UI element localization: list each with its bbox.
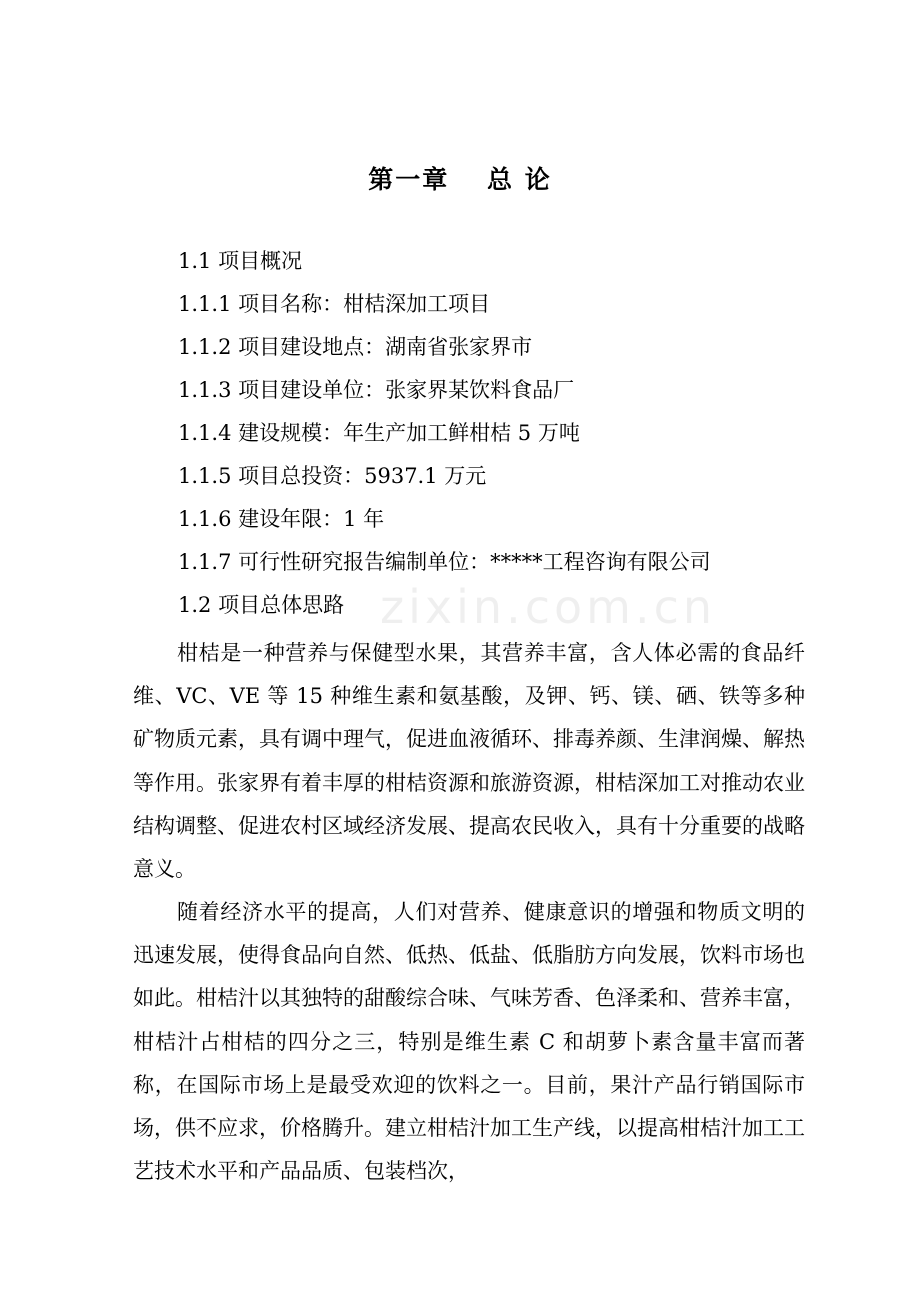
paragraph-citrus-nutrition: 柑桔是一种营养与保健型水果，其营养丰富，含人体必需的食品纤维、VC、VE 等 15 种维生素和氨基酸，及钾、钙、镁、硒、铁等多种矿物质元素，具有调中理气，促进血液循环、排毒养颜、生津润燥、解热等作用。张家界有着丰厚的柑桔资源和旅游资源，柑桔深加工对推动农业结构调整、促进农村区域经济发展、提高农民收入，具有十分重要的战略意义。 <box>133 641 805 882</box>
project-location-item: 1.1.2 项目建设地点：湖南省张家界市 <box>178 335 533 359</box>
project-name-item: 1.1.1 项目名称：柑桔深加工项目 <box>178 292 491 316</box>
section-heading-1-2: 1.2 项目总体思路 <box>178 593 345 617</box>
section-heading-1-1: 1.1 项目概况 <box>178 249 303 273</box>
project-scale-item: 1.1.4 建设规模：年生产加工鲜柑桔 5 万吨 <box>178 421 580 445</box>
project-builder-item: 1.1.3 项目建设单位：张家界某饮料食品厂 <box>178 378 575 402</box>
project-investment-item: 1.1.5 项目总投资：5937.1 万元 <box>178 464 487 488</box>
paragraph-market-outlook: 随着经济水平的提高，人们对营养、健康意识的增强和物质文明的迅速发展，使得食品向自然、低热、低盐、低脂肪方向发展，饮料市场也如此。柑桔汁以其独特的甜酸综合味、气味芳香、色泽柔和、营养丰富，柑桔汁占柑桔的四分之三，特别是维生素 C 和胡萝卜素含量丰富而著称，在国际市场上是最受欢迎的饮料之一。目前，果汁产品行销国际市场，供不应求，价格腾升。建立柑桔汁加工生产线，以提高柑桔汁加工工艺技术水平和产品品质、包装档次， <box>133 900 805 1184</box>
watermark: zixin.com.cn <box>380 580 717 634</box>
project-duration-item: 1.1.6 建设年限：1 年 <box>178 507 385 531</box>
report-author-item: 1.1.7 可行性研究报告编制单位：*****工程咨询有限公司 <box>178 550 711 574</box>
chapter-title: 第一章 总 论 <box>368 165 552 194</box>
